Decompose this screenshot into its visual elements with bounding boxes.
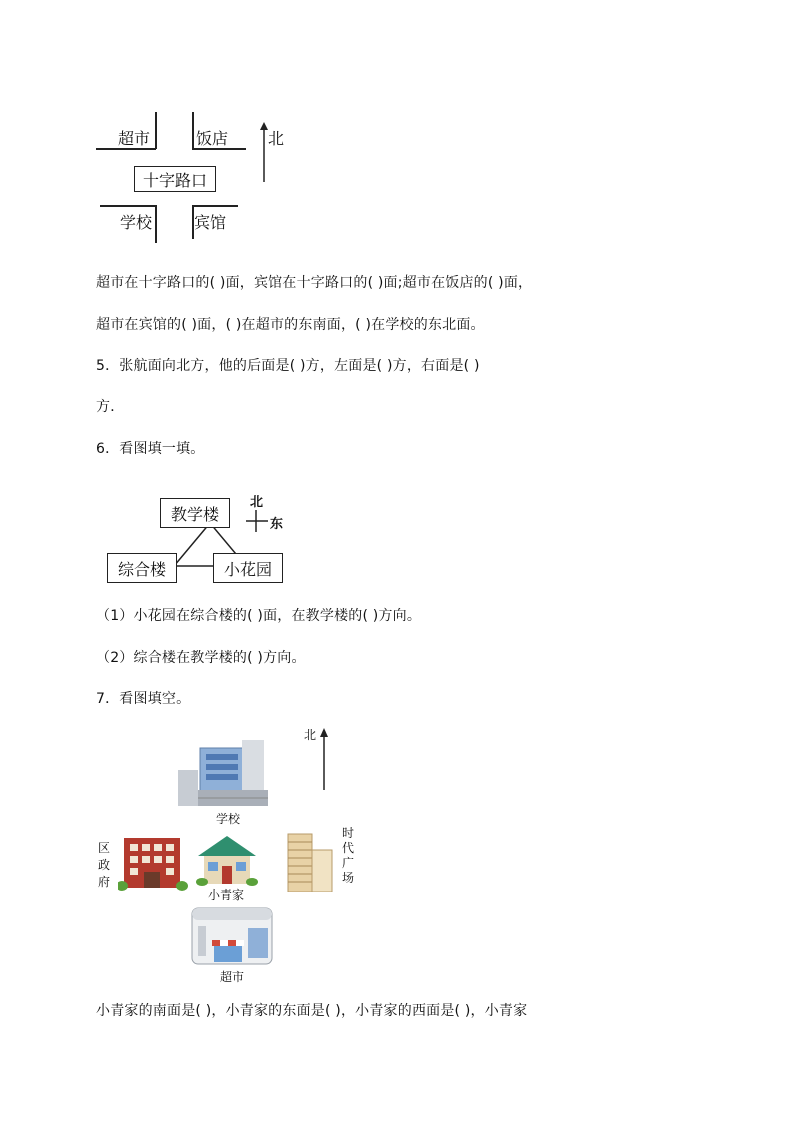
map-market-label: 超市 [220, 970, 245, 984]
street-line [155, 205, 157, 243]
map-home-label: 小青家 [208, 888, 245, 902]
q6-title: 6．看图填一填。 [96, 441, 205, 457]
q6-item2: （2）综合楼在教学楼的( )方向。 [96, 650, 306, 666]
map-government-label: 区政府 [98, 841, 111, 889]
q6-item1: （1）小花园在综合楼的( )面，在教学楼的( )方向。 [96, 608, 422, 624]
q4-line1: 超市在十字路口的( )面，宾馆在十字路口的( )面;超市在饭店的( )面， [96, 275, 533, 291]
q5-line2: 方． [96, 399, 125, 415]
map-north-label: 北 [304, 728, 317, 742]
label-complex-building: 综合楼 [107, 553, 177, 583]
street-line [192, 112, 194, 149]
label-north: 北 [268, 129, 285, 148]
home-house-icon [196, 834, 258, 886]
label-east: 东 [270, 517, 284, 532]
north-arrow-icon [318, 728, 330, 790]
label-north-2: 北 [250, 495, 264, 510]
q7-title: 7．看图填空。 [96, 691, 191, 707]
q5-line1: 5．张航面向北方，他的后面是( )方，左面是( )方，右面是( ) [96, 358, 480, 374]
school-building-icon [178, 740, 270, 806]
label-teaching-building: 教学楼 [160, 498, 230, 528]
plaza-tower-icon [286, 828, 336, 892]
q7-line1: 小青家的南面是( )，小青家的东面是( )，小青家的西面是( )，小青家 [96, 1003, 528, 1019]
street-line [192, 205, 238, 207]
label-crossroads: 十字路口 [134, 166, 216, 192]
map-school-label: 学校 [216, 812, 241, 826]
supermarket-building-icon [190, 904, 276, 966]
compass-cross-icon [246, 508, 270, 532]
label-hotel: 宾馆 [194, 213, 227, 232]
street-line [100, 205, 156, 207]
street-line [155, 112, 157, 149]
label-school: 学校 [120, 213, 153, 232]
label-supermarket: 超市 [118, 129, 151, 148]
government-building-icon [118, 838, 188, 892]
map-plaza-label: 时代广场 [342, 826, 355, 885]
label-garden: 小花园 [213, 553, 283, 583]
q4-line2: 超市在宾馆的( )面，( )在超市的东南面，( )在学校的东北面。 [96, 317, 485, 333]
label-restaurant: 饭店 [196, 129, 229, 148]
